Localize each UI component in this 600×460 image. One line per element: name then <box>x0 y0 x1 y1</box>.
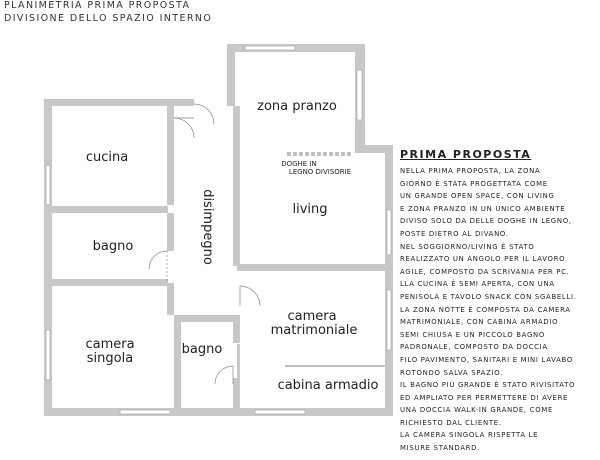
description-line: FILO PAVIMENTO, SANITARI E MINI LAVABO <box>400 355 573 364</box>
annotation-line-2: LEGNO DIVISORIE <box>288 168 352 176</box>
description-line: POSTE DIETRO AL DIVANO. <box>400 229 509 238</box>
room-label-cucina: cucina <box>85 150 129 165</box>
room-label-camera-singola-2: singola <box>86 351 134 366</box>
description-line: RICHIESTO DAL CLIENTE. <box>400 418 502 427</box>
description-line: ED AMPLIATO PER PERMETTERE DI AVERE <box>400 393 569 402</box>
description-line: LLA CUCINA È SEMI APERTA, CON UNA <box>400 280 555 289</box>
description-line: MATRIMONIALE, CON CABINA ARMADIO <box>400 318 559 327</box>
description-panel <box>400 148 598 455</box>
room-label-bagno-grande: bagno <box>92 239 134 254</box>
description-text <box>400 165 598 455</box>
description-line: NEL SOGGIORNO/LIVING È STATO <box>400 242 535 251</box>
room-label-living: living <box>292 202 328 217</box>
header-subtitle: DIVISIONE DELLO SPAZIO INTERNO <box>4 13 213 24</box>
description-line: AGILE, COMPOSTO DA SCRIVANIA PER PC. <box>400 267 570 276</box>
description-line: NELLA PRIMA PROPOSTA, LA ZONA <box>400 167 541 175</box>
description-line: GIORNO È STATA PROGETTATA COME <box>400 179 548 188</box>
room-label-camera-matrimoniale-2: matrimoniale <box>270 323 358 338</box>
description-line: SEMI CHIUSA E UN PICCOLO BAGNO <box>400 330 545 339</box>
description-title: PRIMA PROPOSTA <box>400 148 532 161</box>
description-line: LA ZONA NOTTE È COMPOSTA DA CAMERA <box>400 305 571 314</box>
description-line: ROTONDO SALVA SPAZIO. <box>400 368 503 377</box>
description-line: IL BAGNO PIÙ GRANDE È STATO RIVISITATO <box>400 381 576 390</box>
description-line: DIVISO SOLO DA DELLE DOGHE IN LEGNO, <box>400 217 572 226</box>
header-title: PLANIMETRIA PRIMA PROPOSTA <box>4 0 191 11</box>
description-line: E ZONA PRANZO IN UN UNICO AMBIENTE <box>400 204 566 213</box>
description-line: PENISOLA E TAVOLO SNACK CON SGABELLI. <box>400 292 577 301</box>
room-label-cabina-armadio: cabina armadio <box>277 378 379 393</box>
room-label-camera-matrimoniale-1: camera <box>287 309 337 324</box>
room-label-zona-pranzo: zona pranzo <box>257 99 337 114</box>
wood-slats-divider <box>287 152 351 156</box>
description-line: UNA DOCCIA WALK-IN GRANDE, COME <box>400 406 554 415</box>
annotation-line-1: DOGHE IN <box>281 160 317 168</box>
description-line: PADRONALE, COMPOSTO DA DOCCIA <box>400 343 548 352</box>
room-label-camera-singola-1: camera <box>85 337 135 352</box>
description-line: REALIZZATO UN ANGOLO PER IL LAVORO <box>400 255 566 264</box>
room-label-bagno-piccolo: bagno <box>181 342 223 357</box>
description-line: MISURE STANDARD. <box>400 444 481 453</box>
description-line: LA CAMERA SINGOLA RISPETTA LE <box>400 431 539 440</box>
description-line: UN GRANDE OPEN SPACE, CON LIVING <box>400 192 555 201</box>
room-label-disimpegno: disimpegno <box>200 189 215 265</box>
